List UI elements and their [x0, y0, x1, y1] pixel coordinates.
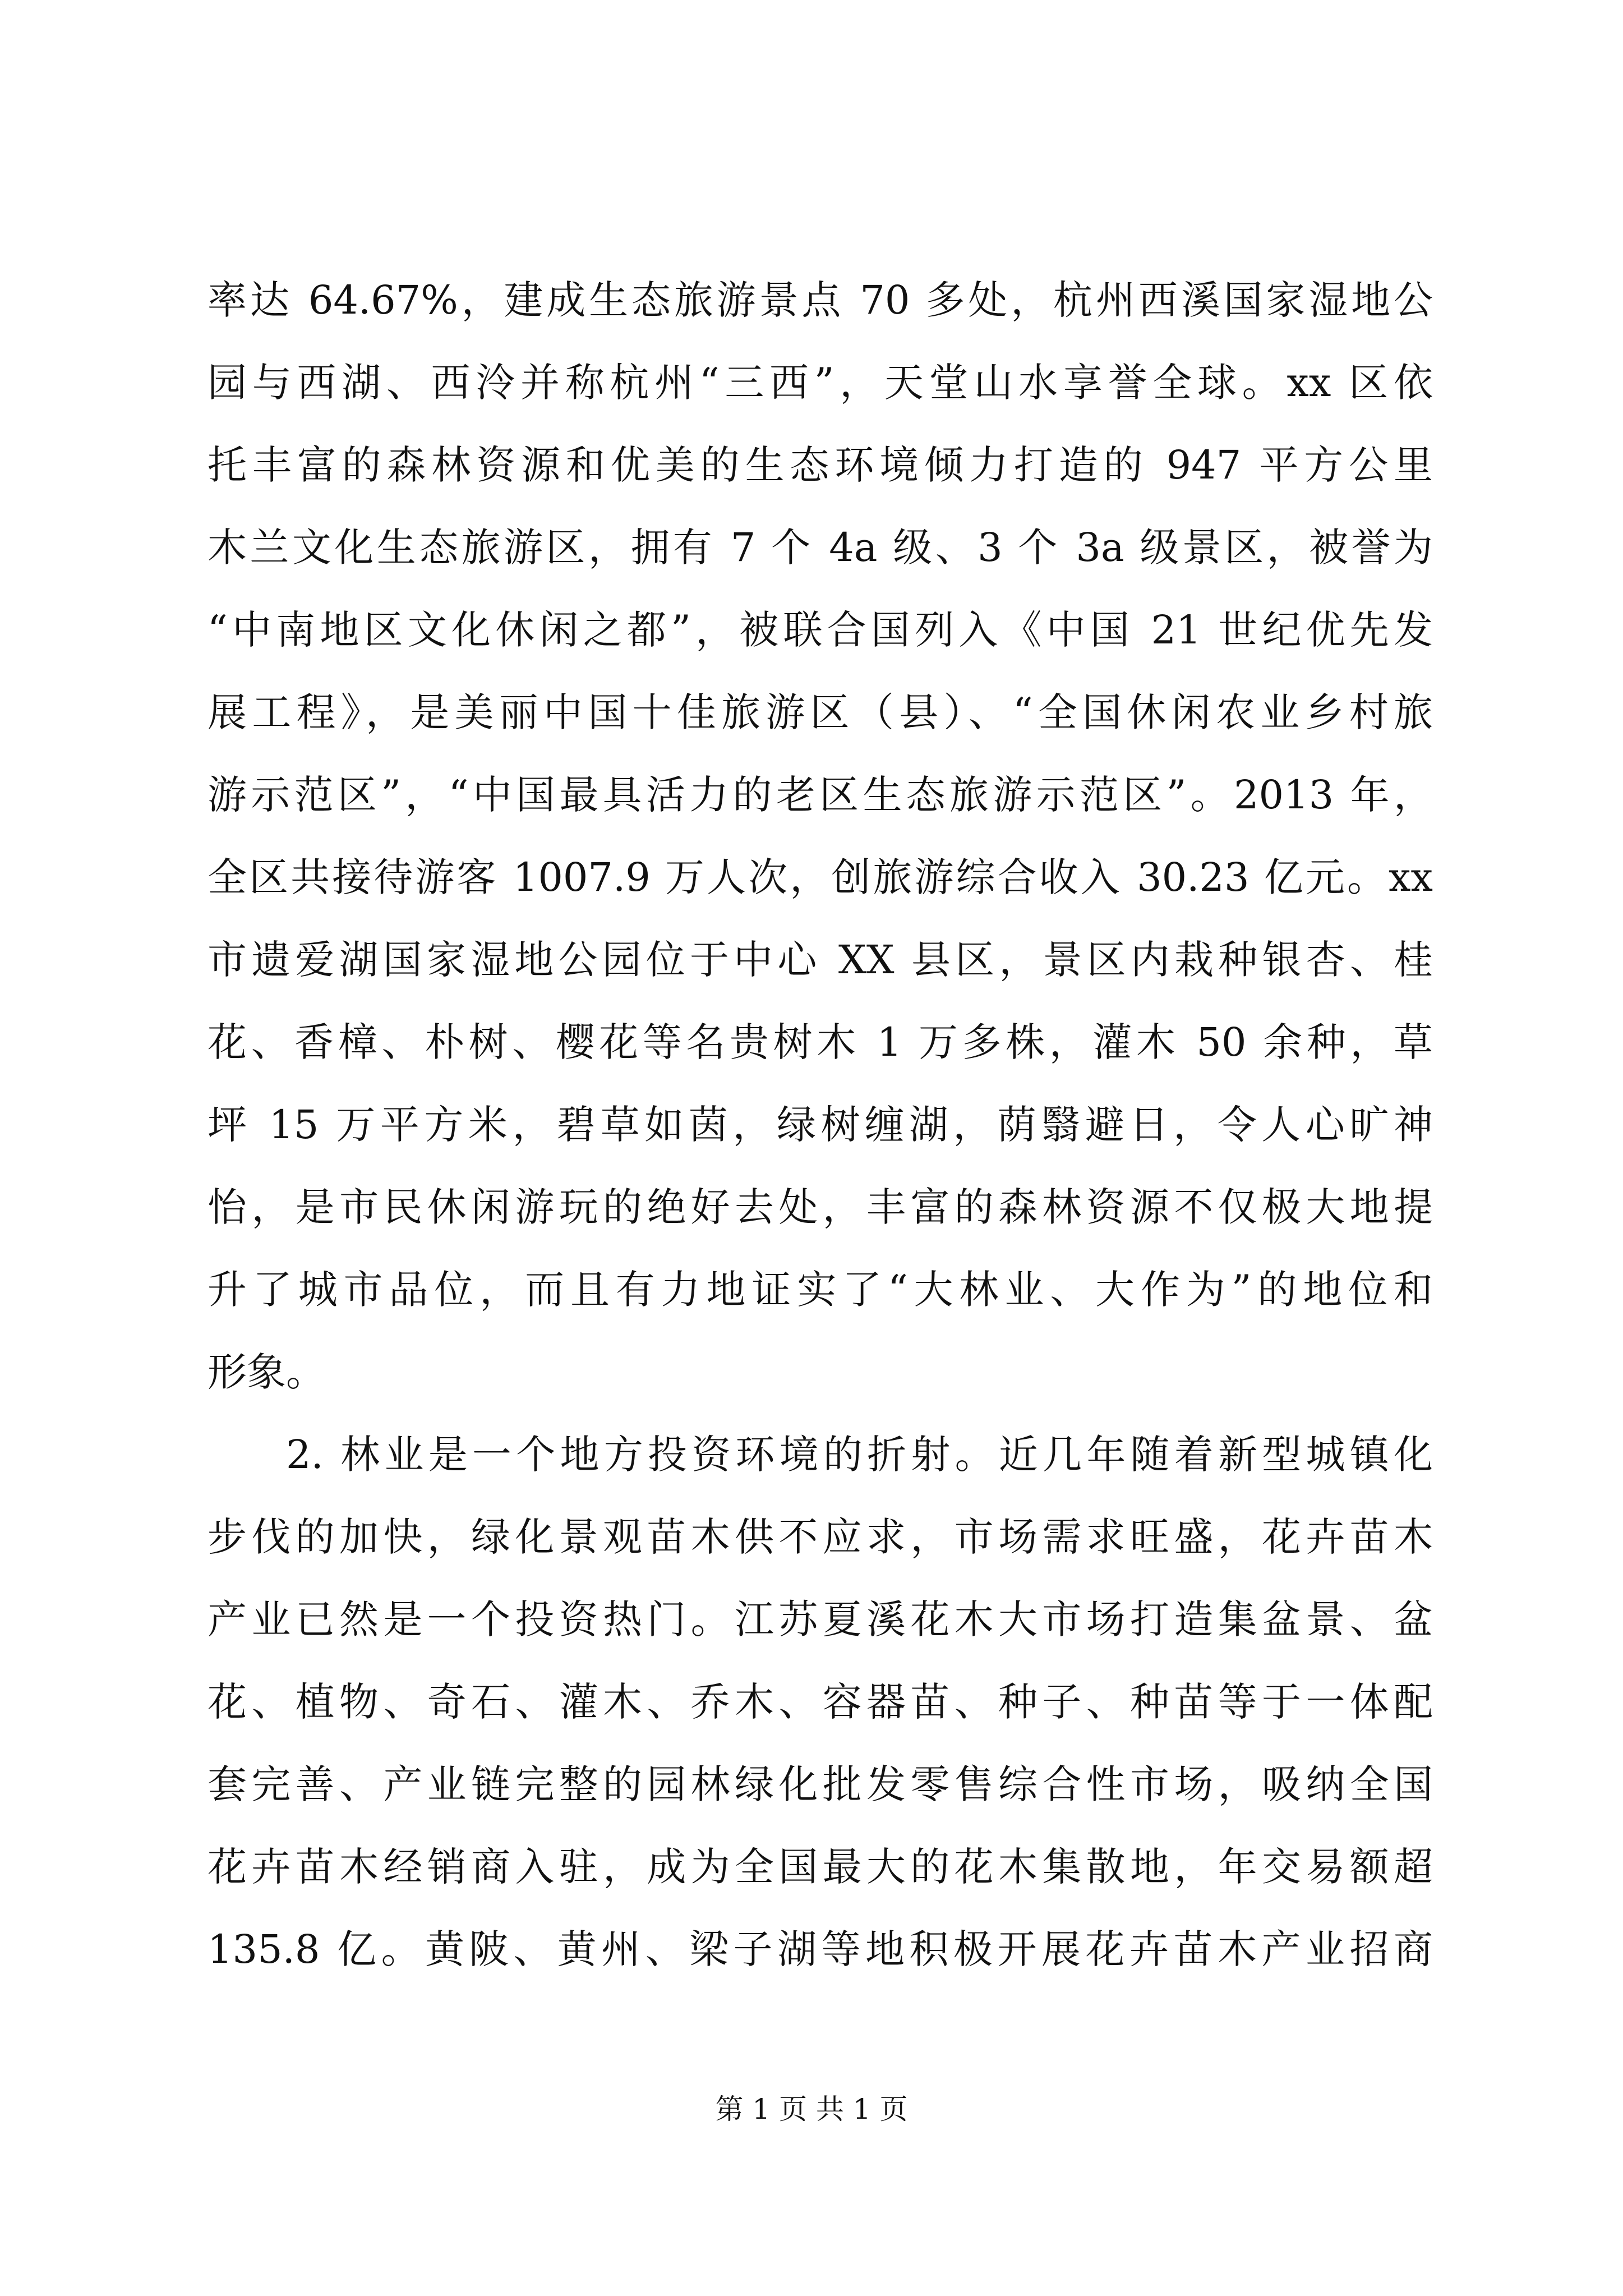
- text-line: 园与西湖、西泠并称杭州“三西”，天堂山水享誉全球。xx 区依: [208, 360, 1433, 406]
- text-line: 全区共接待游客 1007.9 万人次，创旅游综合收入 30.23 亿元。xx: [208, 854, 1433, 900]
- text-line: 套完善、产业链完整的园林绿化批发零售综合性市场，吸纳全国: [208, 1761, 1433, 1807]
- text-line: 坪 15 万平方米，碧草如茵，绿树缠湖，荫翳避日，令人心旷神: [208, 1102, 1433, 1148]
- text-line: “中南地区文化休闲之都”，被联合国列入《中国 21 世纪优先发: [208, 607, 1433, 653]
- text-line: 怡，是市民休闲游玩的绝好去处，丰富的森林资源不仅极大地提: [208, 1184, 1433, 1230]
- paragraph-1: [208, 259, 1433, 1414]
- text-line: 2. 林业是一个地方投资环境的折射。近几年随着新型城镇化: [286, 1432, 1433, 1478]
- text-line: 花、植物、奇石、灌木、乔木、容器苗、种子、种苗等于一体配: [208, 1679, 1433, 1725]
- paragraph-2: [208, 1414, 1433, 1991]
- text-line: 展工程》，是美丽中国十佳旅游区（县）、“全国休闲农业乡村旅: [208, 689, 1433, 735]
- text-line: 升了城市品位，而且有力地证实了“大林业、大作为”的地位和: [208, 1267, 1433, 1313]
- text-line: 花卉苗木经销商入驻，成为全国最大的花木集散地，年交易额超: [208, 1844, 1433, 1890]
- text-line: 游示范区”，“中国最具活力的老区生态旅游示范区”。2013 年，: [208, 772, 1433, 818]
- text-line: 步伐的加快，绿化景观苗木供不应求，市场需求旺盛，花卉苗木: [208, 1514, 1433, 1560]
- body-text: [208, 259, 1433, 1991]
- text-line: 托丰富的森林资源和优美的生态环境倾力打造的 947 平方公里: [208, 442, 1433, 488]
- text-line: 木兰文化生态旅游区，拥有 7 个 4a 级、3 个 3a 级景区，被誉为: [208, 524, 1433, 570]
- text-line: 形象。: [208, 1349, 325, 1395]
- text-line: 花、香樟、朴树、樱花等名贵树木 1 万多株，灌木 50 余种，草: [208, 1019, 1433, 1065]
- page-number-footer: 第 1 页 共 1 页: [715, 2093, 908, 2125]
- text-line: 产业已然是一个投资热门。江苏夏溪花木大市场打造集盆景、盆: [208, 1596, 1433, 1642]
- text-line: 135.8 亿。黄陂、黄州、梁子湖等地积极开展花卉苗木产业招商: [208, 1926, 1433, 1972]
- text-line: 市遗爱湖国家湿地公园位于中心 XX 县区，景区内栽种银杏、桂: [208, 937, 1433, 983]
- text-line: 率达 64.67%，建成生态旅游景点 70 多处，杭州西溪国家湿地公: [208, 277, 1433, 323]
